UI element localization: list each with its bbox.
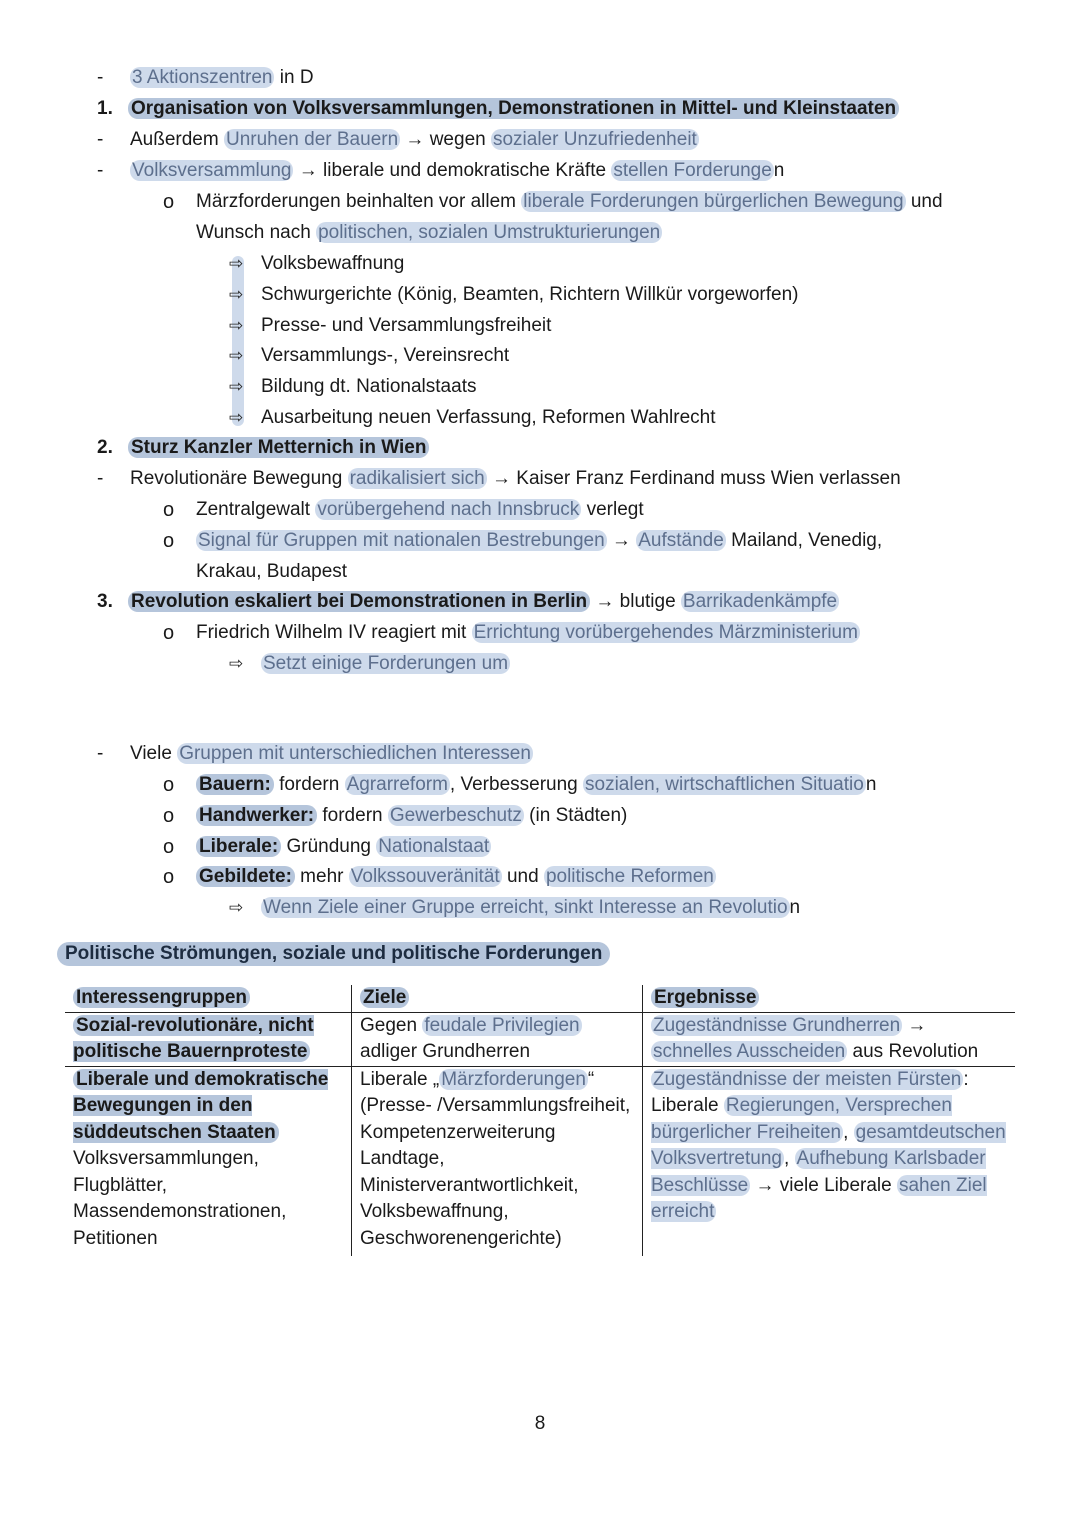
table-row <box>65 1012 1015 1066</box>
demand-item: Volksbewaffnung <box>261 253 405 274</box>
arrow-icon: ⇨ <box>229 316 244 335</box>
highlight-bar <box>232 256 244 426</box>
table-row <box>65 1066 1015 1256</box>
line-setzt: Setzt einige Forderungen um <box>263 653 509 674</box>
table-cell: Gegen feudale Privilegien adliger Grundherren <box>352 1012 643 1066</box>
line-signal: Signal für Gruppen mit nationalen Bestrebungen → Aufstände Mailand, Venedig, <box>198 530 883 551</box>
line-liberale: Liberale: Gründung Nationalstaat <box>196 835 491 859</box>
circle-bullet: o <box>163 836 175 858</box>
line-gruppen: Viele Gruppen mit unterschiedlichen Interessen <box>130 743 531 764</box>
line-handwerker: Handwerker: fordern Gewerbeschutz (in Städten) <box>196 804 627 828</box>
arrow-icon: ⇨ <box>229 254 244 273</box>
dash-bullet: - <box>97 160 104 181</box>
demand-item: Presse- und Versammlungsfreiheit <box>261 315 552 336</box>
demand-item: Bildung dt. Nationalstaats <box>261 376 477 397</box>
page-number: 8 <box>534 1413 546 1434</box>
table-cell: Liberale „ Märzforderungen “ (Presse- /Versammlungsfreiheit, Kompetenzerweiterung Landtage, Ministerverantwortlichkeit, Volksbewaffnung, Geschworenengerichte) <box>352 1066 643 1256</box>
circle-bullet: o <box>163 866 175 888</box>
demand-item: Versammlungs-, Vereinsrecht <box>261 345 510 366</box>
heading-metternich: Sturz Kanzler Metternich in Wien <box>128 436 429 460</box>
arrow-icon: ⇨ <box>229 898 244 917</box>
list-number: 2. <box>97 437 113 458</box>
line-aktionszentren: 3 Aktionszentren in D <box>132 67 314 88</box>
heading-organisation: Organisation von Volksversammlungen, Demonstrationen in Mittel- und Kleinstaaten <box>128 97 899 121</box>
circle-bullet: o <box>163 774 175 796</box>
line-friedrich-wilhelm: Friedrich Wilhelm IV reagiert mit Errichtung vorübergehendes Märzministerium <box>196 622 858 643</box>
table-cell: Liberale und demokratische Bewegungen in den süddeutschen Staaten Volksversammlungen, Flugblätter, Massendemonstrationen, Petitionen <box>65 1066 352 1256</box>
arrow-icon: ⇨ <box>229 408 244 427</box>
circle-bullet: o <box>163 805 175 827</box>
circle-bullet: o <box>163 622 175 644</box>
dash-bullet: - <box>97 129 104 150</box>
table-cell: Zugeständnisse der meisten Fürsten : Liberale Regierungen, Versprechen bürgerlicher Freiheiten , gesamtdeutschen Volksvertretung , Aufhebung Karlsbader Beschlüsse → viele Liberale sahen Ziel erreicht <box>651 1068 1006 1222</box>
arrow-icon: ⇨ <box>229 654 244 673</box>
demands-table <box>65 985 1015 1256</box>
section-title: Politische Strömungen, soziale und politische Forderungen <box>57 942 610 966</box>
table-cell: Sozial-revolutionäre, nicht politische Bauernproteste <box>73 1014 314 1062</box>
line-krakau: Krakau, Budapest <box>196 561 348 582</box>
arrow-icon: ⇨ <box>229 346 244 365</box>
dash-bullet: - <box>97 67 104 88</box>
heading-berlin: Revolution eskaliert bei Demonstrationen in Berlin → blutige Barrikadenkämpfe <box>128 590 839 614</box>
list-number: 1. <box>97 98 113 119</box>
line-radikalisiert: Revolutionäre Bewegung radikalisiert sich → Kaiser Franz Ferdinand muss Wien verlassen <box>130 468 901 489</box>
demand-item: Schwurgerichte (König, Beamten, Richtern Willkür vorgeworfen) <box>261 284 799 305</box>
arrow-icon: ⇨ <box>229 285 244 304</box>
circle-bullet: o <box>163 530 175 552</box>
circle-bullet: o <box>163 191 175 213</box>
column-header: Interessengruppen <box>73 987 250 1008</box>
arrow-icon: ⇨ <box>229 377 244 396</box>
line-zentralgewalt: Zentralgewalt vorübergehend nach Innsbruck verlegt <box>196 499 644 520</box>
column-header: Ziele <box>360 987 409 1008</box>
line-bauern: Bauern: fordern Agrarreform , Verbesserung sozialen, wirtschaftlichen Situatio n <box>196 773 876 797</box>
table-cell: Zugeständnisse Grundherren → schnelles Ausscheiden aus Revolution <box>643 1012 1016 1066</box>
column-header: Ergebnisse <box>651 987 759 1008</box>
line-wenn-ziele: Wenn Ziele einer Gruppe erreicht, sinkt Interesse an Revolutio n <box>263 897 801 918</box>
demand-item: Ausarbeitung neuen Verfassung, Reformen Wahlrecht <box>261 407 716 428</box>
dash-bullet: - <box>97 743 104 764</box>
table-header-row <box>65 985 1015 1012</box>
line-maerzforderungen: Märzforderungen beinhalten vor allem liberale Forderungen bürgerlichen Bewegung und <box>196 191 943 212</box>
circle-bullet: o <box>163 499 175 521</box>
line-wunsch: Wunsch nach politischen, sozialen Umstrukturierungen <box>196 222 661 243</box>
line-gebildete: Gebildete: mehr Volkssouveränität und politische Reformen <box>196 865 716 889</box>
line-volksversammlung: Volksversammlung → liberale und demokratische Kräfte stellen Forderunge n <box>132 160 785 181</box>
line-unruhen: Außerdem Unruhen der Bauern → wegen sozialer Unzufriedenheit <box>130 129 697 150</box>
list-number: 3. <box>97 591 113 612</box>
dash-bullet: - <box>97 468 104 489</box>
